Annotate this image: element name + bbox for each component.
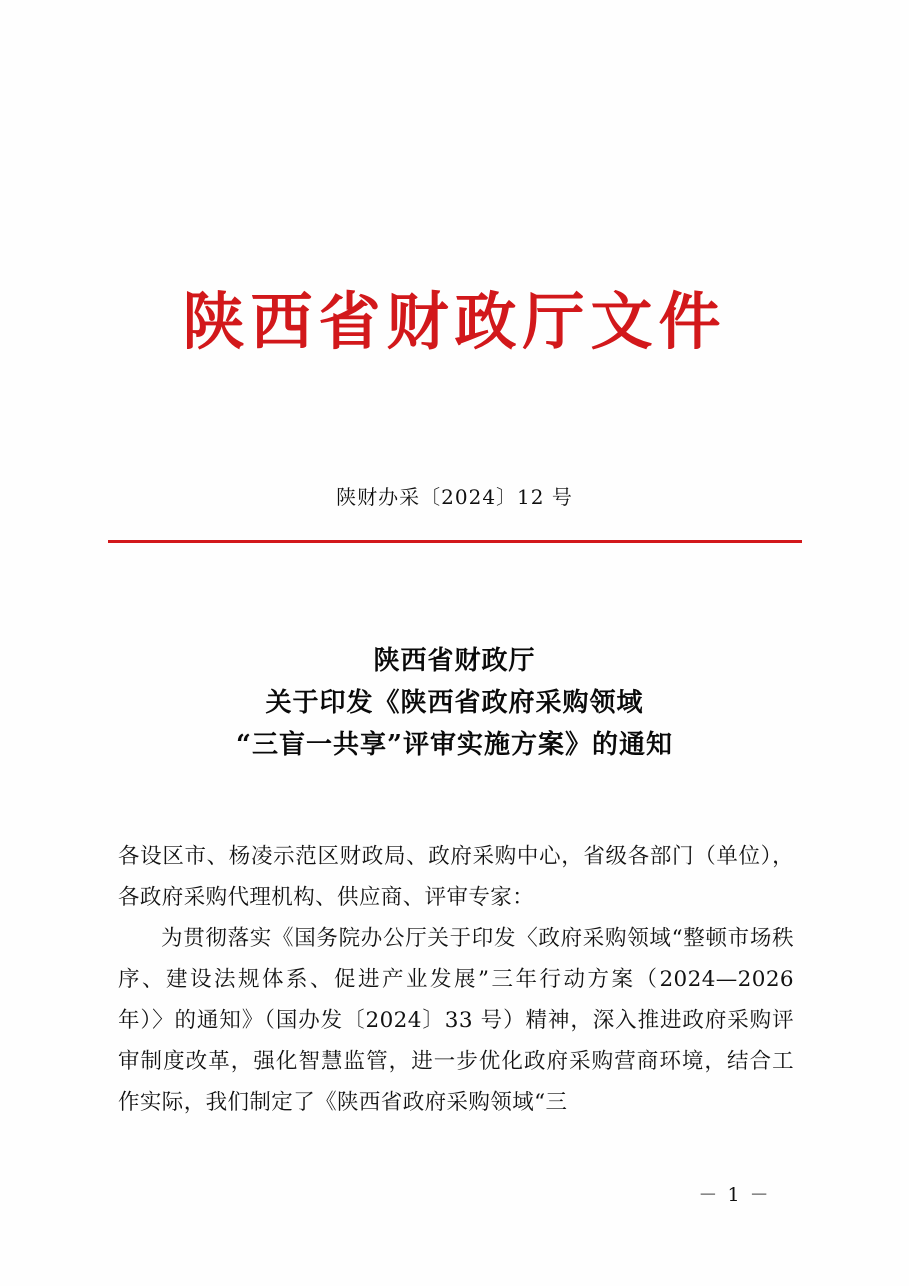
red-horizontal-rule	[108, 540, 802, 543]
body-paragraph-1: 为贯彻落实《国务院办公厅关于印发〈政府采购领域“整顿市场秩序、建设法规体系、促进产业发展”三年行动方案（2024—2026 年）〉的通知》（国办发〔2024〕33 号）精神，深入推进政府采购评审制度改革，强化智慧监管，进一步优化政府采购营商环境，结合工作实际，我们制定了《陕西省政府采购领域“三	[118, 926, 794, 1115]
page-number-footer	[0, 1180, 909, 1207]
title-line-1: 陕西省财政厅	[373, 646, 536, 676]
title-line-2: 关于印发《陕西省政府采购领域	[265, 688, 644, 718]
title-line-3: “三盲一共享”评审实施方案》的通知	[236, 730, 673, 760]
page-number-label: － 1 －	[698, 1184, 771, 1206]
masthead	[0, 285, 909, 358]
addressee-paragraph: 各设区市、杨凌示范区财政局、政府采购中心，省级各部门（单位），各政府采购代理机构、供应商、评审专家：	[118, 844, 794, 910]
document-body	[118, 836, 794, 1123]
masthead-title: 陕西省财政厅文件	[182, 285, 727, 358]
document-number: 陕财办采〔2024〕12 号	[336, 485, 573, 509]
document-title	[0, 640, 909, 766]
